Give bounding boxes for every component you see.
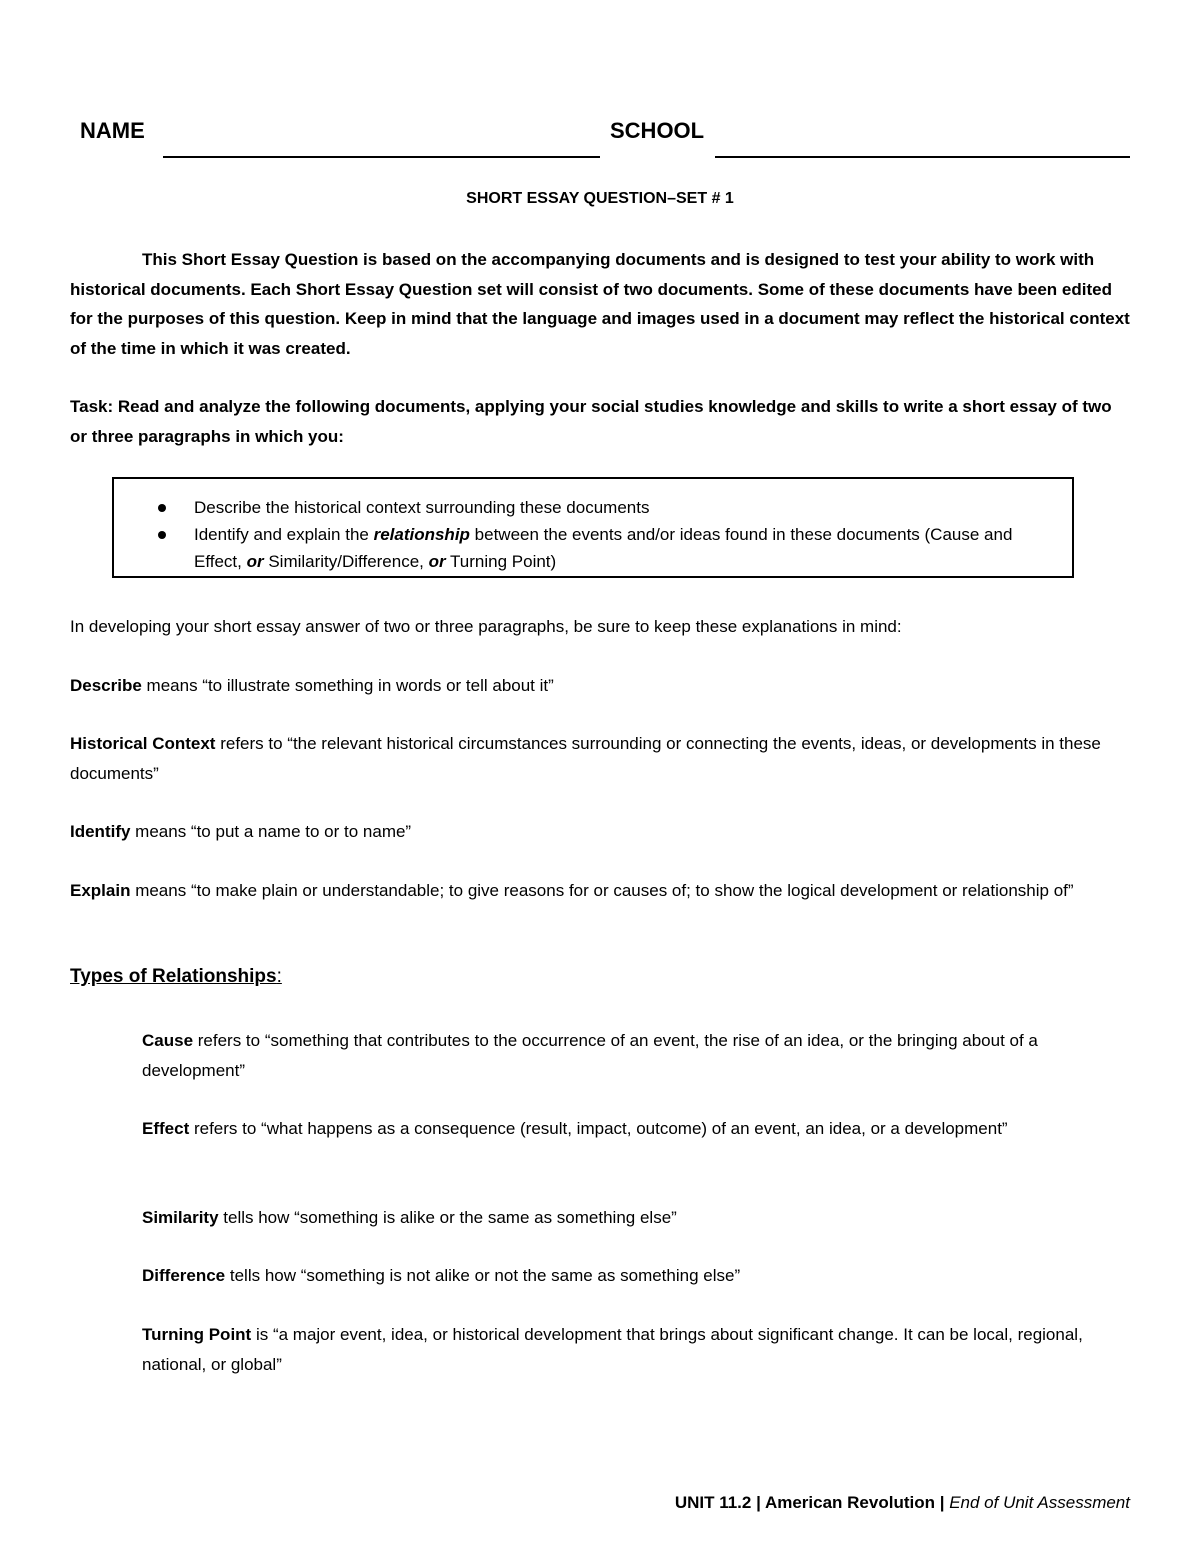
relationship-effect <box>142 1114 1122 1144</box>
definition-historical-context <box>70 729 1120 788</box>
intro-paragraph: This Short Essay Question is based on the accompanying documents and is designed to test your ability to work with historical documents. Each Short Essay Question set will consist of two documents. Some of these documents have been edited for the purposes of this question. Keep in mind that the language and images used in a document may reflect the historical context of the time in which it was created. <box>70 250 1130 358</box>
page-footer <box>675 1493 1130 1513</box>
name-blank-line[interactable] <box>163 156 600 158</box>
term-effect: Effect <box>142 1119 190 1138</box>
relationships-heading-colon: : <box>276 966 282 987</box>
task-box <box>112 477 1074 578</box>
definition-identify <box>70 817 1120 847</box>
relationship-turning-point <box>142 1320 1122 1379</box>
footer-unit: UNIT 11.2 <box>674 1493 752 1512</box>
task-bullet-2-text-d: Turning Point) <box>445 552 557 571</box>
task-bullet-1 <box>154 494 1054 521</box>
task-bullet-2-text-c: Similarity/Difference, <box>263 552 429 571</box>
text-similarity: tells how “something is alike or the same as something else” <box>218 1208 677 1227</box>
bullet-icon <box>158 531 166 539</box>
task-list <box>154 494 1054 575</box>
term-difference: Difference <box>142 1266 226 1285</box>
definition-explain <box>70 876 1120 906</box>
school-label: SCHOOL <box>610 118 705 143</box>
relationships-heading <box>70 966 282 988</box>
term-explain: Explain <box>70 881 131 900</box>
developing-paragraph: In developing your short essay answer of two or three paragraphs, be sure to keep these explanations in mind: <box>70 617 902 636</box>
term-similarity: Similarity <box>142 1208 219 1227</box>
name-label: NAME <box>80 118 145 143</box>
text-historical-context: refers to “the relevant historical circumstances surrounding or connecting the events, ideas, or developments in these documents” <box>70 734 1101 783</box>
name-school-row <box>0 116 1200 166</box>
relationship-emphasis: relationship <box>373 525 470 544</box>
text-identify: means “to put a name to or to name” <box>130 822 412 841</box>
text-describe: means “to illustrate something in words or tell about it” <box>141 676 554 695</box>
term-historical-context: Historical Context <box>70 734 216 753</box>
footer-separator-2: | <box>935 1493 950 1512</box>
school-blank-line[interactable] <box>715 156 1130 158</box>
footer-assessment: End of Unit Assessment <box>949 1493 1130 1512</box>
text-explain: means “to make plain or understandable; to give reasons for or causes of; to show the logical development or relationship of” <box>130 881 1074 900</box>
term-describe: Describe <box>70 676 142 695</box>
relationship-difference <box>142 1261 1122 1291</box>
relationship-similarity <box>142 1203 1122 1233</box>
task-paragraph: Task: Read and analyze the following documents, applying your social studies knowledge and skills to write a short essay of two or three paragraphs in which you: <box>70 397 1112 446</box>
or-emphasis-1: or <box>246 552 264 571</box>
text-cause: refers to “something that contributes to the occurrence of an event, the rise of an idea, or the bringing about of a development” <box>142 1031 1038 1080</box>
relationships-heading-text: Types of Relationships <box>70 966 277 987</box>
task-bullet-2 <box>154 521 1054 575</box>
term-turning-point: Turning Point <box>142 1325 252 1344</box>
term-identify: Identify <box>70 822 131 841</box>
or-emphasis-2: or <box>428 552 446 571</box>
text-effect: refers to “what happens as a consequence (result, impact, outcome) of an event, an idea, or a development” <box>189 1119 1008 1138</box>
bullet-icon <box>158 504 166 512</box>
task-bullet-2-text-a: Identify and explain the <box>194 525 374 544</box>
relationship-cause <box>142 1026 1122 1085</box>
text-turning-point: is “a major event, idea, or historical development that brings about significant change. It can be local, regional, national, or global” <box>142 1325 1083 1374</box>
definition-describe <box>70 671 1120 701</box>
footer-separator-1: | <box>751 1493 765 1512</box>
term-cause: Cause <box>142 1031 194 1050</box>
footer-topic: American Revolution <box>764 1493 935 1512</box>
page-title: SHORT ESSAY QUESTION–SET # 1 <box>466 190 734 207</box>
text-difference: tells how “something is not alike or not the same as something else” <box>225 1266 741 1285</box>
task-bullet-1-text: Describe the historical context surrounding these documents <box>194 498 650 517</box>
task-bullet-2-text-b: between the events and/or ideas found in these documents (Cause and Effect, <box>194 525 1013 571</box>
